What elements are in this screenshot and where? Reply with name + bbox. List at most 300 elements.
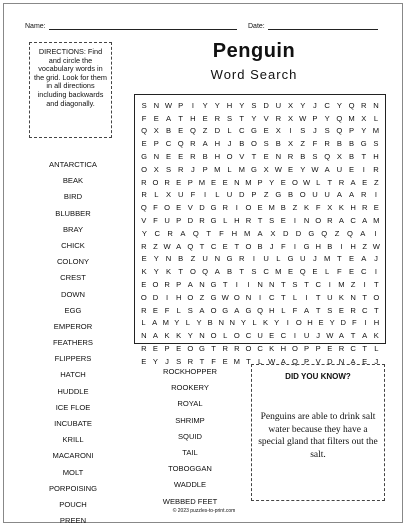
grid-letter: T	[222, 280, 228, 290]
grid-letter: E	[141, 356, 147, 366]
grid-letter: Y	[361, 126, 367, 136]
grid-letter: A	[361, 254, 367, 264]
grid-letter: N	[141, 331, 147, 341]
page-title: Penguin	[212, 40, 296, 62]
grid-letter: P	[251, 190, 257, 200]
grid-letter: O	[373, 292, 380, 302]
grid-letter: Y	[187, 331, 193, 341]
grid-letter: O	[152, 280, 159, 290]
grid-letter: H	[315, 241, 321, 251]
grid-letter: C	[165, 139, 172, 149]
grid-letter: L	[252, 318, 257, 328]
word-list-item: FEATHERS	[53, 338, 93, 348]
word-list-item: WADDLE	[173, 480, 207, 490]
grid-letter: P	[315, 344, 321, 354]
grid-letter: Z	[199, 292, 205, 302]
grid-letter: E	[257, 203, 263, 213]
grid-row	[138, 240, 382, 253]
grid-letter: Z	[263, 190, 269, 200]
grid-letter: Y	[196, 318, 202, 328]
grid-letter: T	[239, 113, 245, 123]
grid-letter: E	[373, 203, 379, 213]
grid-letter: E	[141, 254, 147, 264]
grid-letter: O	[233, 331, 240, 341]
grid-letter: W	[372, 241, 380, 251]
grid-letter: D	[187, 216, 194, 226]
grid-letter: F	[292, 305, 298, 315]
grid-letter: E	[280, 177, 286, 187]
grid-letter: E	[222, 241, 228, 251]
grid-letter: N	[257, 280, 263, 290]
grid-letter: Y	[239, 100, 245, 110]
grid-letter: G	[210, 292, 217, 302]
grid-letter: D	[152, 292, 159, 302]
grid-letter: S	[176, 356, 182, 366]
grid-letter: B	[207, 318, 213, 328]
grid-letter: X	[153, 126, 159, 136]
word-list-item: ROYAL	[177, 399, 203, 409]
grid-letter: I	[328, 280, 331, 290]
grid-letter: E	[263, 126, 269, 136]
grid-letter: U	[202, 254, 208, 264]
grid-letter: H	[231, 228, 238, 238]
grid-letter: A	[214, 267, 220, 277]
grid-letter: H	[350, 241, 356, 251]
grid-letter: I	[252, 254, 255, 264]
word-list-item: BLUBBER	[55, 208, 91, 218]
grid-letter: N	[218, 318, 224, 328]
grid-letter: C	[263, 267, 269, 277]
grid-letter: J	[316, 331, 321, 341]
grid-letter: S	[292, 280, 298, 290]
word-list-item: PORPOISING	[48, 483, 98, 493]
word-list-column-2	[140, 364, 240, 510]
grid-row	[138, 137, 382, 150]
grid-letter: R	[327, 216, 333, 226]
word-list-item: ICE FLOE	[55, 402, 91, 412]
grid-letter: T	[251, 152, 257, 162]
grid-letter: O	[295, 318, 302, 328]
grid-letter: B	[202, 152, 208, 162]
grid-letter: S	[251, 100, 257, 110]
grid-letter: E	[222, 177, 228, 187]
grid-letter: T	[361, 152, 367, 162]
grid-letter: C	[324, 100, 330, 110]
grid-letter: M	[323, 254, 331, 264]
grid-letter: M	[198, 177, 206, 187]
grid-letter: O	[245, 241, 252, 251]
grid-letter: B	[226, 267, 233, 277]
grid-letter: T	[206, 228, 211, 238]
grid-letter: P	[257, 177, 263, 187]
grid-letter: U	[257, 331, 263, 341]
word-list-item: HUDDLE	[57, 386, 89, 396]
grid-letter: E	[338, 305, 344, 315]
grid-letter: N	[373, 100, 379, 110]
grid-letter: E	[269, 331, 275, 341]
grid-letter: O	[315, 216, 322, 226]
grid-letter: J	[269, 241, 274, 251]
grid-letter: G	[210, 280, 217, 290]
grid-letter: B	[165, 126, 172, 136]
word-list-item: CHICK	[61, 240, 85, 250]
grid-letter: M	[244, 228, 251, 238]
grid-letter: S	[373, 139, 379, 149]
grid-row	[138, 291, 382, 304]
grid-letter: L	[223, 216, 228, 226]
grid-letter: L	[176, 305, 181, 315]
grid-letter: C	[238, 126, 245, 136]
grid-letter: T	[315, 292, 321, 302]
grid-letter: D	[340, 318, 346, 328]
grid-letter: M	[338, 280, 345, 290]
date-field	[248, 21, 378, 30]
grid-letter: E	[176, 344, 182, 354]
grid-letter: T	[239, 267, 245, 277]
grid-letter: R	[141, 177, 147, 187]
grid-letter: R	[238, 254, 245, 264]
grid-letter: Z	[362, 241, 367, 251]
grid-letter: E	[318, 318, 324, 328]
grid-letter: J	[227, 139, 232, 149]
grid-row	[138, 150, 382, 163]
grid-letter: Q	[299, 267, 306, 277]
word-list-item: SQUID	[177, 431, 203, 441]
grid-letter: C	[350, 216, 356, 226]
grid-row	[138, 176, 382, 189]
directions-text: DIRECTIONS: Find and circle the vocabulary words in the grid. Look for them in all directions including backwards and diagonally.	[33, 47, 107, 108]
name-label: Name:	[25, 23, 46, 30]
grid-letter: G	[198, 344, 205, 354]
grid-letter: N	[234, 177, 240, 187]
word-list-item: ROCKHOPPER	[162, 367, 217, 376]
grid-letter: Y	[274, 318, 280, 328]
grid-letter: K	[304, 203, 310, 213]
grid-row	[138, 304, 382, 317]
grid-letter: F	[190, 190, 196, 200]
grid-letter: A	[257, 228, 263, 238]
grid-letter: R	[190, 139, 196, 149]
grid-letter: T	[246, 356, 251, 366]
grid-letter: M	[245, 177, 252, 187]
grid-letter: H	[373, 318, 380, 328]
grid-letter: R	[199, 216, 205, 226]
grid-letter: L	[185, 318, 191, 328]
grid-letter: E	[153, 113, 159, 123]
grid-letter: R	[361, 190, 367, 200]
grid-letter: F	[211, 356, 216, 366]
grid-letter: R	[338, 344, 345, 354]
grid-letter: R	[214, 113, 221, 123]
grid-letter: B	[349, 152, 355, 162]
grid-letter: A	[360, 228, 366, 238]
grid-letter: T	[337, 254, 342, 264]
grid-letter: I	[289, 126, 292, 136]
grid-letter: L	[154, 190, 159, 200]
grid-letter: Z	[153, 241, 158, 251]
grid-letter: B	[275, 139, 281, 149]
grid-letter: M	[233, 356, 240, 366]
grid-letter: L	[215, 190, 220, 200]
grid-letter: S	[300, 126, 306, 136]
grid-letter: P	[153, 139, 159, 149]
grid-letter: E	[327, 344, 333, 354]
grid-letter: H	[175, 292, 182, 302]
grid-row	[138, 317, 382, 330]
grid-letter: X	[288, 113, 294, 123]
word-list-item: WEBBED FEET	[162, 496, 218, 506]
grid-letter: U	[303, 331, 310, 341]
grid-letter: Q	[177, 139, 184, 149]
grid-letter: A	[187, 280, 193, 290]
grid-letter: C	[245, 331, 252, 341]
grid-letter: U	[275, 100, 282, 110]
grid-letter: C	[154, 228, 160, 238]
grid-letter: A	[338, 331, 344, 341]
grid-letter: Y	[202, 100, 208, 110]
grid-letter: M	[372, 126, 380, 136]
grid-letter: O	[187, 344, 194, 354]
grid-letter: J	[313, 100, 317, 110]
grid-letter: X	[327, 203, 333, 213]
grid-letter: E	[141, 139, 147, 149]
grid-letter: C	[257, 344, 263, 354]
word-list-item: KRILL	[62, 435, 84, 445]
grid-letter: K	[338, 292, 344, 302]
grid-letter: H	[307, 318, 313, 328]
grid-letter: Y	[300, 164, 306, 174]
grid-letter: E	[263, 152, 269, 162]
grid-letter: P	[304, 344, 310, 354]
word-list-item: HATCH	[60, 370, 86, 380]
grid-letter: R	[190, 152, 196, 162]
grid-letter: L	[223, 331, 228, 341]
grid-letter: Y	[300, 100, 306, 110]
grid-letter: I	[191, 100, 194, 110]
grid-letter: S	[327, 305, 333, 315]
grid-letter: W	[164, 100, 173, 110]
grid-letter: X	[165, 190, 172, 200]
grid-letter: B	[336, 139, 342, 149]
grid-letter: T	[280, 292, 286, 302]
grid-letter: X	[263, 164, 269, 174]
grid-letter: P	[178, 100, 184, 110]
grid-letter: R	[350, 305, 356, 315]
grid-letter: C	[280, 331, 287, 341]
word-list-item: FLIPPERS	[54, 354, 92, 364]
grid-letter: Y	[329, 318, 335, 328]
grid-letter: J	[374, 356, 379, 366]
grid-row	[138, 265, 382, 278]
grid-letter: G	[250, 164, 257, 174]
word-list-item: COLONY	[56, 257, 90, 267]
grid-letter: S	[226, 113, 233, 123]
word-list-item: POUCH	[59, 499, 87, 509]
grid-letter: Y	[141, 228, 147, 238]
grid-letter: M	[268, 203, 275, 213]
grid-letter: K	[164, 331, 170, 341]
grid-letter: Z	[300, 139, 306, 149]
grid-letter: A	[199, 305, 205, 315]
did-you-know-title: DID YOU KNOW?	[285, 372, 351, 381]
grid-letter: R	[324, 139, 330, 149]
grid-letter: R	[164, 177, 170, 187]
grid-letter: N	[350, 292, 356, 302]
grid-letter: A	[176, 241, 182, 251]
grid-letter: G	[360, 139, 367, 149]
grid-letter: J	[313, 254, 317, 264]
grid-row	[138, 227, 382, 240]
grid-letter: I	[362, 164, 365, 174]
grid-letter: R	[141, 344, 147, 354]
grid-letter: I	[364, 318, 367, 328]
grid-letter: W	[326, 331, 334, 341]
grid-letter: E	[280, 216, 286, 226]
word-list-item: ROOKERY	[171, 383, 209, 393]
grid-letter: X	[270, 228, 276, 238]
grid-letter: O	[189, 267, 196, 277]
grid-row	[138, 112, 382, 125]
grid-letter: O	[140, 292, 147, 302]
grid-letter: X	[288, 139, 294, 149]
grid-letter: S	[251, 267, 257, 277]
grid-letter: E	[176, 203, 182, 213]
grid-letter: S	[141, 100, 147, 110]
grid-letter: T	[234, 241, 240, 251]
grid-letter: X	[336, 152, 342, 162]
grid-letter: K	[373, 331, 379, 341]
grid-letter: M	[275, 267, 282, 277]
grid-letter: E	[362, 356, 368, 366]
grid-row	[138, 163, 382, 176]
grid-letter: G	[210, 216, 217, 226]
grid-letter: L	[257, 356, 263, 366]
grid-letter: Q	[346, 228, 353, 238]
word-list-item: CREST	[60, 273, 86, 283]
grid-letter: S	[324, 126, 330, 136]
grid-letter: D	[295, 228, 302, 238]
grid-letter: L	[227, 126, 232, 136]
grid-letter: F	[141, 113, 147, 123]
grid-letter: S	[187, 305, 193, 315]
grid-letter: F	[153, 216, 158, 226]
grid-letter: D	[282, 228, 289, 238]
grid-letter: T	[315, 305, 321, 315]
grid-letter: M	[238, 164, 245, 174]
grid-letter: Z	[350, 280, 356, 290]
grid-letter: O	[233, 292, 240, 302]
grid-letter: A	[152, 318, 158, 328]
word-list-column-1	[28, 157, 118, 529]
grid-letter: W	[268, 356, 276, 366]
grid-letter: A	[338, 216, 344, 226]
word-list-item: DOWN	[60, 289, 86, 299]
grid-letter: A	[180, 228, 186, 238]
grid-letter: I	[204, 190, 207, 200]
grid-letter: Q	[321, 228, 328, 238]
grid-letter: U	[226, 190, 233, 200]
grid-letter: I	[293, 331, 296, 341]
grid-letter: C	[315, 280, 321, 290]
grid-letter: E	[152, 344, 158, 354]
grid-letter: W	[302, 177, 311, 187]
grid-row	[138, 214, 382, 227]
grid-letter: R	[222, 344, 228, 354]
grid-letter: U	[177, 190, 184, 200]
grid-letter: Y	[153, 254, 159, 264]
grid-letter: T	[373, 280, 379, 290]
grid-letter: N	[275, 152, 282, 162]
grid-letter: L	[141, 318, 146, 328]
grid-letter: E	[362, 177, 368, 187]
word-list-item: BEAK	[62, 176, 84, 186]
grid-letter: O	[245, 344, 252, 354]
grid-letter: F	[337, 267, 342, 277]
grid-letter: S	[263, 139, 269, 149]
grid-letter: Z	[373, 177, 379, 187]
grid-letter: D	[238, 190, 245, 200]
grid-letter: C	[350, 344, 356, 354]
grid-letter: I	[374, 190, 378, 200]
grid-letter: N	[268, 280, 275, 290]
grid-letter: O	[291, 344, 298, 354]
grid-letter: P	[202, 164, 208, 174]
grid-letter: I	[259, 292, 262, 302]
grid-row	[138, 253, 382, 266]
grid-letter: I	[247, 280, 250, 290]
grid-letter: P	[164, 344, 170, 354]
grid-letter: N	[338, 356, 345, 366]
grid-letter: R	[287, 152, 294, 162]
grid-letter: A	[234, 305, 240, 315]
grid-letter: F	[219, 228, 224, 238]
grid-letter: O	[245, 203, 252, 213]
grid-letter: T	[280, 280, 286, 290]
grid-letter: B	[280, 203, 286, 213]
grid-letter: L	[316, 177, 321, 187]
grid-letter: X	[275, 126, 281, 136]
word-list-item: ANTARCTICA	[49, 160, 97, 169]
grid-letter: A	[349, 190, 355, 200]
word-list-item: EMPEROR	[53, 321, 93, 331]
grid-letter: B	[239, 139, 245, 149]
grid-letter: E	[312, 267, 318, 277]
grid-letter: N	[199, 331, 205, 341]
word-list-item: BIRD	[63, 192, 83, 202]
grid-letter: F	[280, 241, 286, 251]
grid-letter: G	[222, 305, 229, 315]
word-list-item: PREEN	[59, 516, 87, 526]
grid-letter: G	[245, 305, 252, 315]
grid-letter: T	[373, 305, 379, 315]
grid-letter: M	[348, 113, 355, 123]
grid-letter: O	[250, 139, 257, 149]
grid-letter: E	[211, 177, 217, 187]
grid-letter: K	[269, 344, 275, 354]
grid-letter: P	[176, 280, 182, 290]
grid-letter: U	[164, 216, 170, 226]
grid-letter: T	[178, 113, 184, 123]
grid-letter: B	[349, 139, 355, 149]
word-list-item: MACARONI	[52, 451, 94, 461]
grid-letter: H	[226, 100, 233, 110]
grid-letter: A	[336, 190, 342, 200]
grid-letter: Z	[334, 228, 340, 238]
grid-letter: A	[362, 331, 368, 341]
grid-letter: E	[349, 164, 355, 174]
grid-letter: N	[229, 318, 236, 328]
grid-letter: X	[288, 100, 294, 110]
